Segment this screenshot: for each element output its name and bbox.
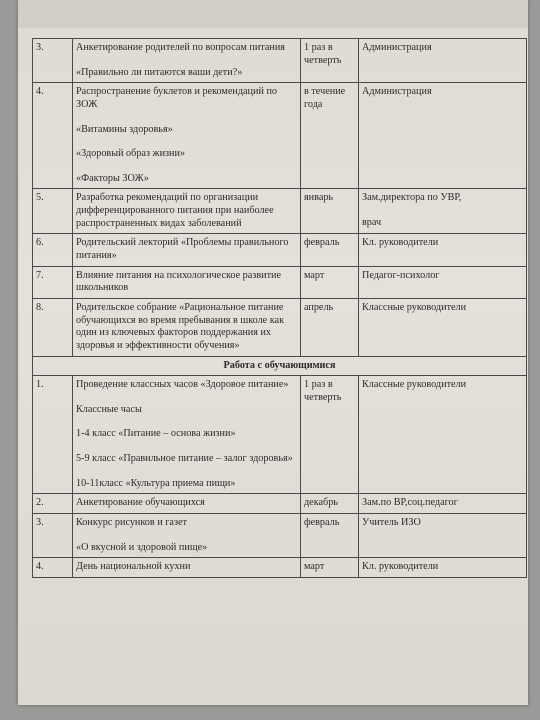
- cell-text: «Правильно ли питаются ваши дети?»: [76, 66, 243, 78]
- cell-text: Проведение классных часов «Здоровое питание»: [76, 379, 289, 391]
- cell-text: Разработка рекомендаций по организации дифференцированного питания при наиболее распространенных видах заболеваний: [76, 192, 274, 229]
- activity-cell: [73, 376, 301, 494]
- activity-cell: [73, 189, 301, 234]
- table-row: [33, 83, 527, 189]
- time-cell: в течение года: [301, 83, 359, 189]
- time-cell: декабрь: [301, 494, 359, 514]
- cell-text: Распространение буклетов и рекомендаций по ЗОЖ: [76, 86, 277, 110]
- table-row: [33, 234, 527, 266]
- table-row: [33, 558, 527, 578]
- cell-text: Анкетирование обучающихся: [76, 497, 205, 509]
- table-row: [33, 189, 527, 234]
- table-row: [33, 39, 527, 83]
- responsible-cell: [359, 189, 527, 234]
- cell-text: Педагог-психолог: [362, 269, 440, 281]
- responsible-cell: [359, 558, 527, 578]
- table-row: [33, 298, 527, 356]
- cell-text: Родительский лекторий «Проблемы правильного питания»: [76, 237, 289, 262]
- activity-plan-table: [32, 38, 527, 578]
- cell-text: 5-9 класс «Правильное питание – залог здоровья»: [76, 453, 293, 465]
- row-number: 4.: [33, 558, 73, 578]
- responsible-cell: [359, 39, 527, 83]
- row-number: 3.: [33, 514, 73, 558]
- cell-text: врач: [362, 217, 382, 229]
- row-number: 2.: [33, 494, 73, 514]
- responsible-cell: [359, 298, 527, 356]
- section-header-row: [33, 356, 527, 376]
- cell-text: 1-4 класс «Питание – основа жизни»: [76, 428, 236, 440]
- page-top-shadow: [18, 0, 528, 28]
- section-title: Работа с обучающимися: [33, 356, 527, 376]
- responsible-cell: [359, 266, 527, 298]
- row-number: 7.: [33, 266, 73, 298]
- activity-cell: [73, 514, 301, 558]
- responsible-cell: [359, 514, 527, 558]
- time-cell: март: [301, 558, 359, 578]
- cell-text: Администрация: [362, 42, 432, 53]
- cell-text: Учитель ИЗО: [362, 517, 421, 529]
- responsible-cell: [359, 494, 527, 514]
- cell-text: Зам.по ВР,соц.педагог: [362, 497, 458, 509]
- time-cell: март: [301, 266, 359, 298]
- cell-text: Классные руководители: [362, 301, 467, 313]
- cell-text: Классные часы: [76, 403, 142, 415]
- activity-cell: [73, 558, 301, 578]
- cell-text: «Витамины здоровья»: [76, 123, 173, 135]
- time-cell: февраль: [301, 234, 359, 266]
- cell-text: Анкетирование родителей по вопросам питания: [76, 42, 285, 53]
- document-page: [18, 0, 528, 705]
- cell-text: Классные руководители: [362, 379, 467, 391]
- activity-cell: [73, 266, 301, 298]
- row-number: 3.: [33, 39, 73, 83]
- cell-text: 10-11класс «Культура приема пищи»: [76, 477, 236, 489]
- activity-cell: [73, 83, 301, 189]
- table-row: [33, 266, 527, 298]
- cell-text: Родительское собрание «Рациональное питание обучающихся во время пребывания в школе как один из ключевых факторов поддержания их здоровья и эффективности обучения»: [76, 301, 285, 351]
- row-number: 6.: [33, 234, 73, 266]
- time-cell: 1 раз в четверть: [301, 39, 359, 83]
- responsible-cell: [359, 83, 527, 189]
- time-cell: февраль: [301, 514, 359, 558]
- cell-text: Администрация: [362, 86, 432, 98]
- cell-text: «Факторы ЗОЖ»: [76, 172, 149, 184]
- row-number: 4.: [33, 83, 73, 189]
- cell-text: «О вкусной и здоровой пище»: [76, 541, 208, 553]
- time-cell: 1 раз в четверть: [301, 376, 359, 494]
- responsible-cell: [359, 376, 527, 494]
- activity-cell: [73, 298, 301, 356]
- activity-cell: [73, 234, 301, 266]
- cell-text: Кл. руководители: [362, 237, 439, 249]
- row-number: 1.: [33, 376, 73, 494]
- cell-text: Зам.директора по УВР,: [362, 192, 462, 204]
- cell-text: Влияние питания на психологическое развитие школьников: [76, 269, 282, 294]
- cell-text: Кл. руководители: [362, 561, 439, 573]
- row-number: 5.: [33, 189, 73, 234]
- cell-text: «Здоровый образ жизни»: [76, 148, 186, 160]
- activity-cell: [73, 494, 301, 514]
- row-number: 8.: [33, 298, 73, 356]
- time-cell: апрель: [301, 298, 359, 356]
- cell-text: Конкурс рисунков и газет: [76, 517, 187, 529]
- cell-text: День национальной кухни: [76, 561, 191, 573]
- activity-cell: [73, 39, 301, 83]
- time-cell: январь: [301, 189, 359, 234]
- responsible-cell: [359, 234, 527, 266]
- table-row: [33, 376, 527, 494]
- table-row: [33, 494, 527, 514]
- table-row: [33, 514, 527, 558]
